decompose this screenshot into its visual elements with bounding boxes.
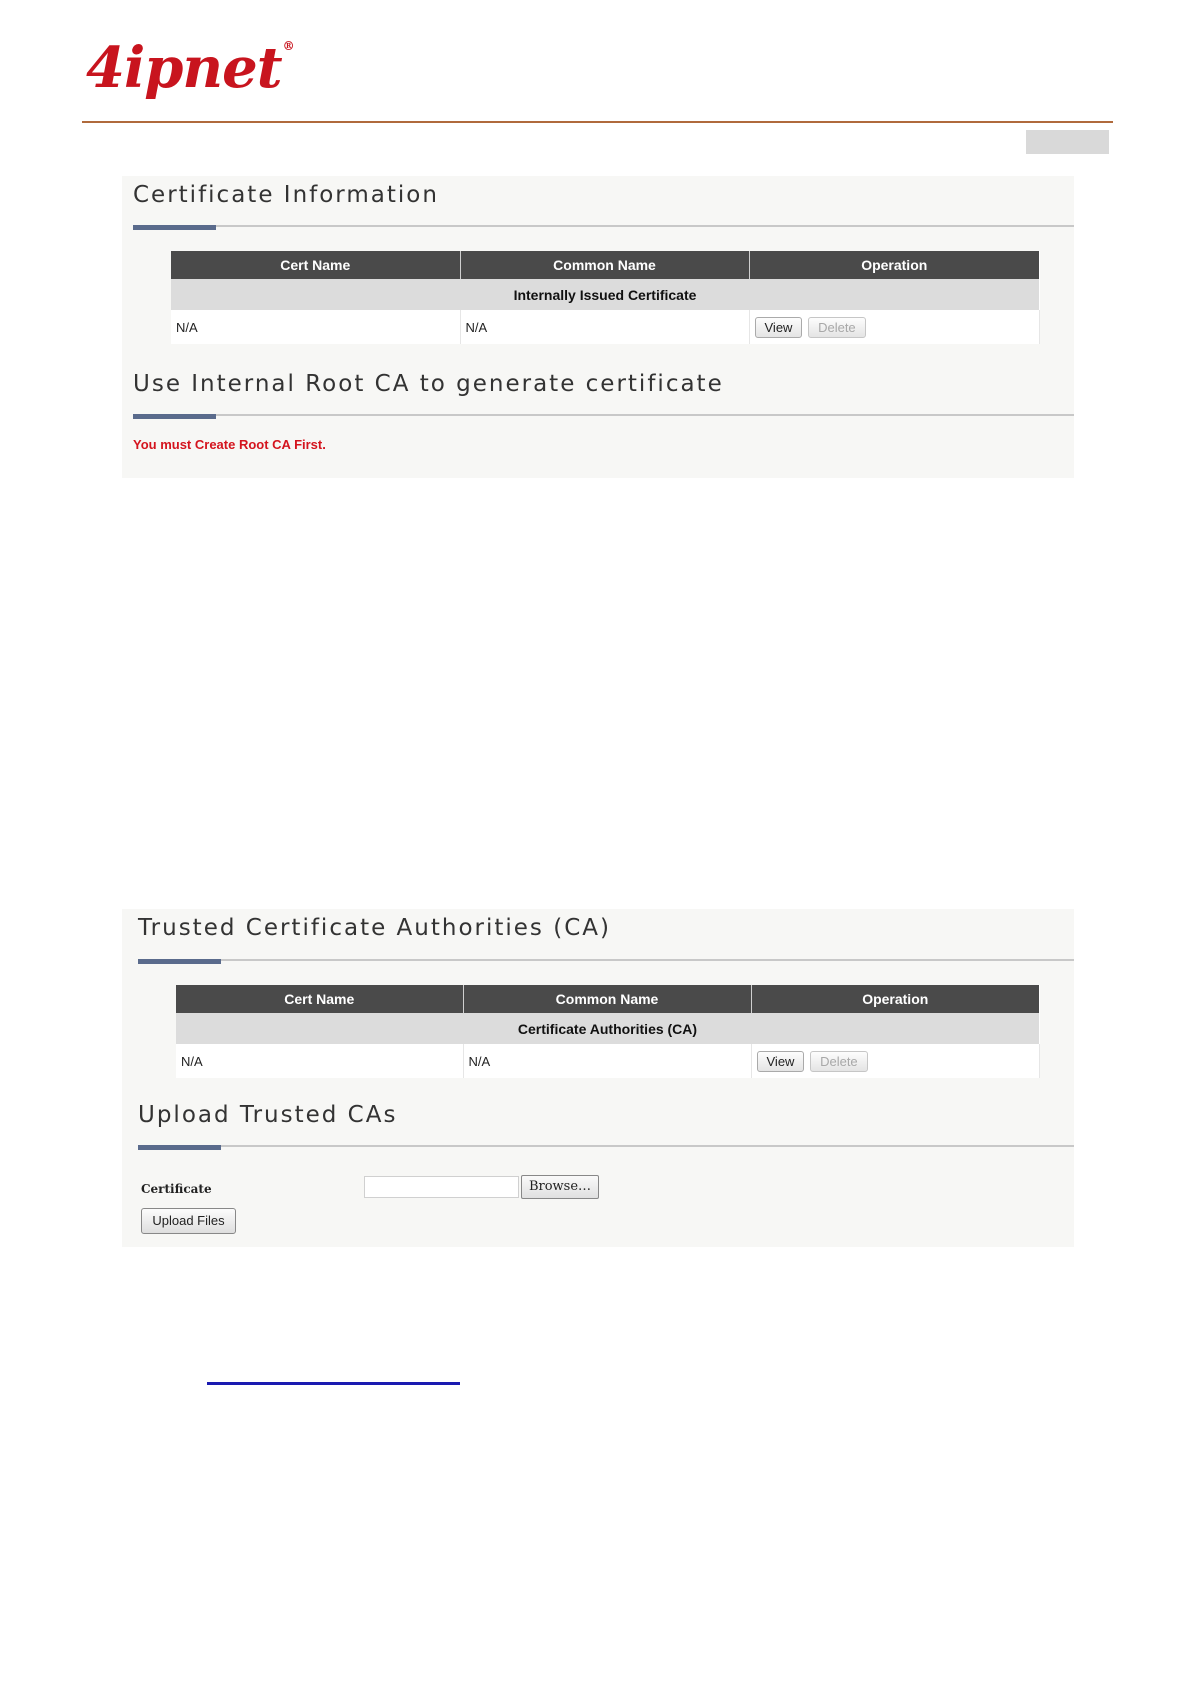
- upload-trusted-title: Upload Trusted CAs: [138, 1102, 398, 1128]
- title-divider: [133, 225, 1074, 227]
- group-row-ca: Certificate Authorities (CA): [176, 1013, 1039, 1044]
- delete-button[interactable]: Delete: [810, 1051, 868, 1072]
- title-divider: [138, 959, 1074, 961]
- certificate-file-input[interactable]: [364, 1176, 519, 1198]
- common-name-cell: N/A: [460, 310, 749, 344]
- brand-logo-text: 4ipnet: [86, 35, 282, 101]
- cert-name-cell: N/A: [171, 310, 460, 344]
- header-divider: [82, 121, 1113, 123]
- registered-mark: ®: [282, 39, 294, 53]
- root-ca-warning: You must Create Root CA First.: [133, 437, 326, 452]
- title-divider: [133, 414, 1074, 416]
- title-accent-bar: [133, 414, 216, 419]
- hyperlink-underline[interactable]: [207, 1382, 460, 1385]
- col-header-operation: Operation: [751, 985, 1039, 1013]
- col-header-cert-name: Cert Name: [176, 985, 463, 1013]
- delete-button[interactable]: Delete: [808, 317, 866, 338]
- col-header-operation: Operation: [749, 251, 1039, 279]
- title-accent-bar: [133, 225, 216, 230]
- view-button[interactable]: View: [755, 317, 803, 338]
- certificate-label: Certificate: [141, 1182, 212, 1196]
- col-header-common-name: Common Name: [460, 251, 749, 279]
- title-accent-bar: [138, 1145, 221, 1150]
- operation-cell: [749, 310, 1039, 344]
- view-button[interactable]: View: [757, 1051, 805, 1072]
- cert-name-cell: N/A: [176, 1044, 463, 1078]
- table-row: [171, 310, 1039, 344]
- col-header-cert-name: Cert Name: [171, 251, 460, 279]
- browse-button[interactable]: Browse…: [521, 1175, 599, 1199]
- upload-files-button[interactable]: Upload Files: [141, 1208, 236, 1234]
- trusted-ca-title: Trusted Certificate Authorities (CA): [138, 915, 611, 941]
- internal-cert-table: [171, 251, 1040, 344]
- page-tab-marker: [1026, 130, 1109, 154]
- col-header-common-name: Common Name: [463, 985, 751, 1013]
- group-row-internal: Internally Issued Certificate: [171, 279, 1039, 310]
- title-divider: [138, 1145, 1074, 1147]
- brand-logo: [86, 35, 294, 101]
- table-row: [176, 1044, 1039, 1078]
- internal-root-ca-title: Use Internal Root CA to generate certificate: [133, 371, 724, 397]
- title-accent-bar: [138, 959, 221, 964]
- common-name-cell: N/A: [463, 1044, 751, 1078]
- trusted-ca-table: [176, 985, 1040, 1078]
- operation-cell: [751, 1044, 1039, 1078]
- certificate-info-panel: [122, 176, 1074, 478]
- certificate-info-title: Certificate Information: [133, 182, 439, 208]
- trusted-ca-panel: [122, 909, 1074, 1247]
